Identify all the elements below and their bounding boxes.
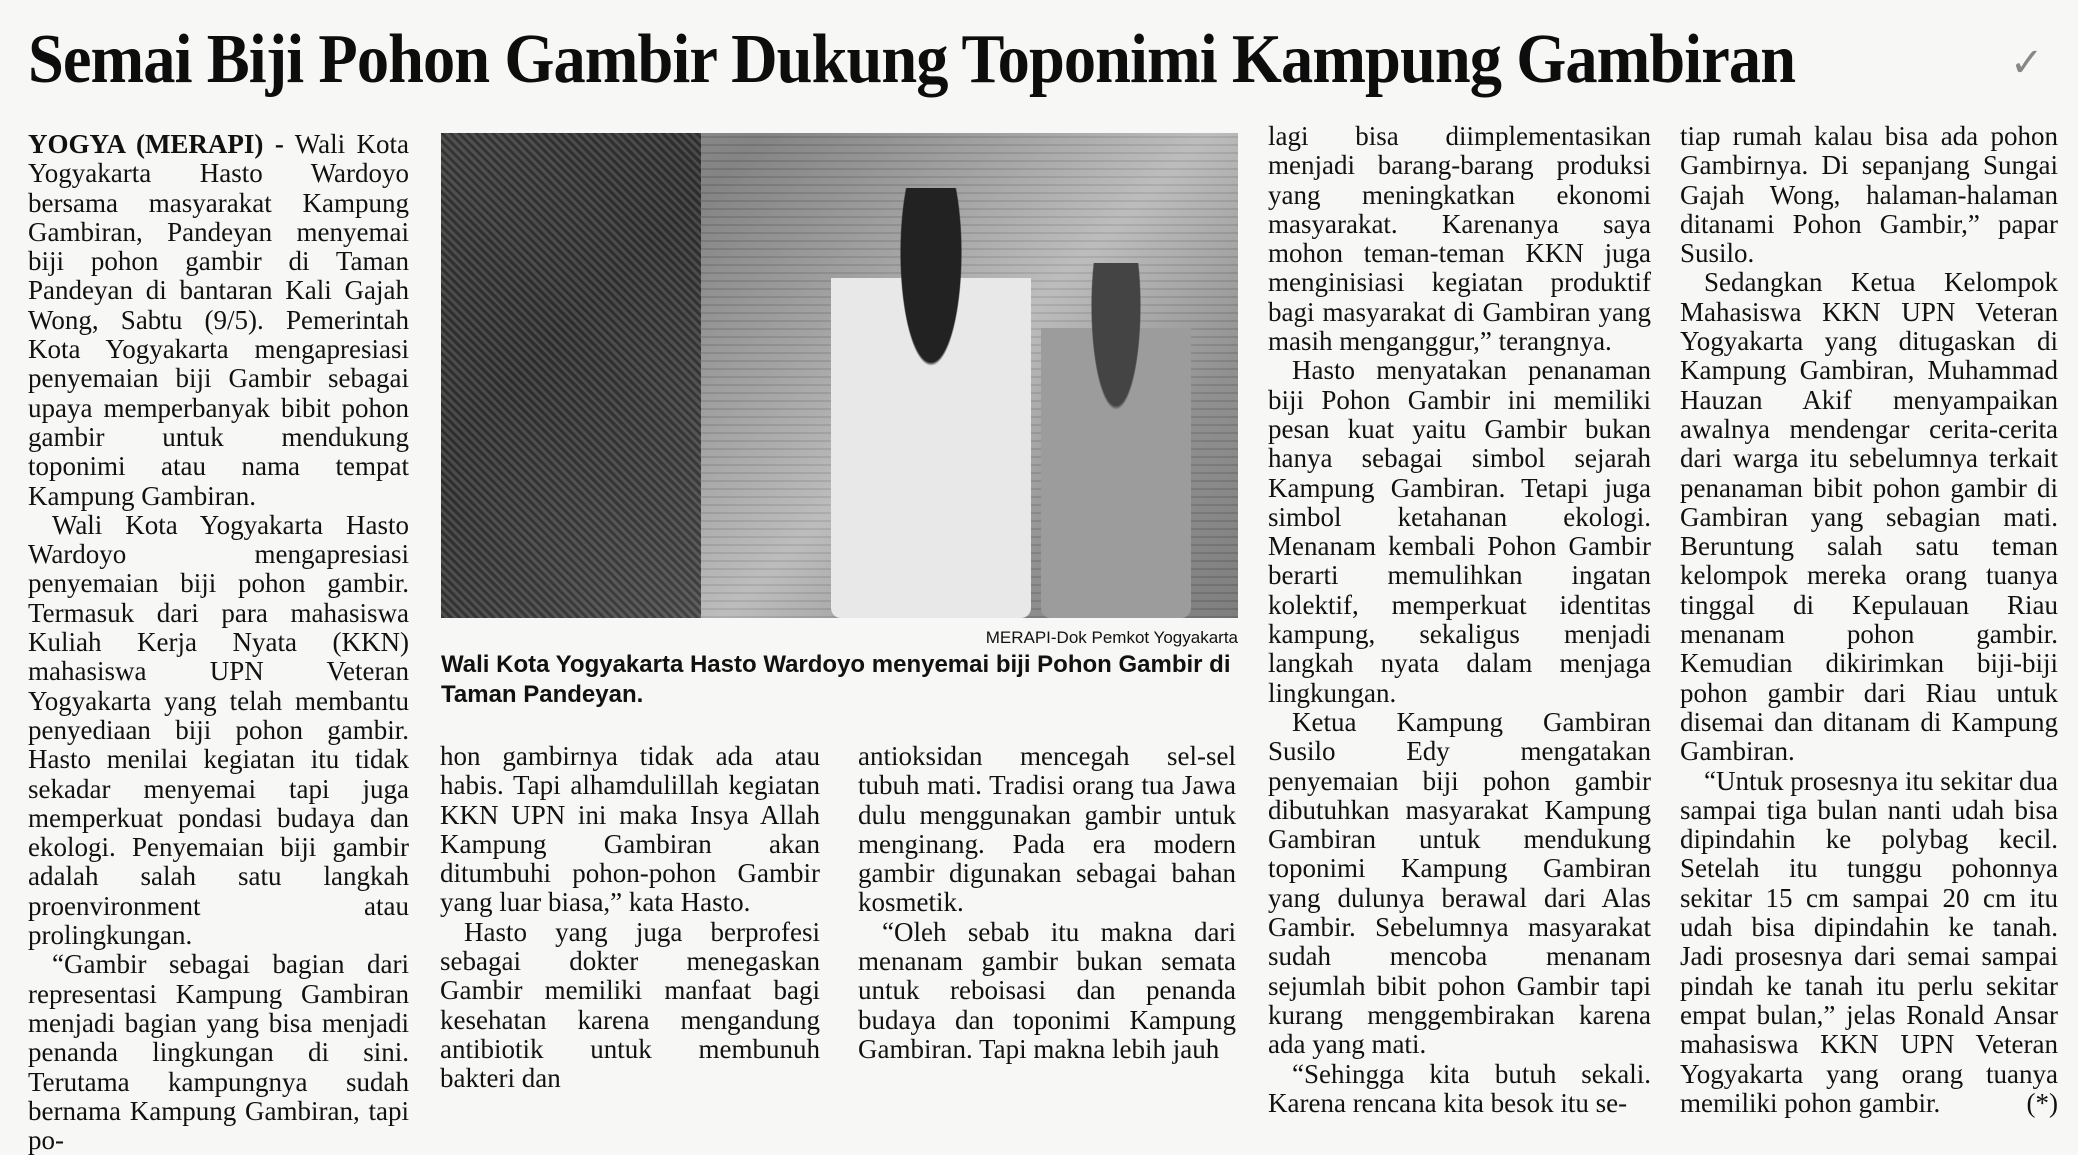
paragraph: Hasto yang juga berprofesi sebagai dokter menegaskan Gambir memiliki manfaat bagi kesehatan karena mengandung antibiotik untuk membunuh bakteri dan [440, 916, 820, 1094]
photo-shade-net [441, 133, 701, 618]
photo-caption: Wali Kota Yogyakarta Hasto Wardoyo menyemai biji Pohon Gambir di Taman Pandeyan. [441, 651, 1231, 708]
paragraph: Sedangkan Ketua Kelompok Mahasiswa KKN UPN Veteran Yogyakarta yang ditugaskan di Kampung Gambiran, Muhammad Hauzan Akif menyampaikan awalnya mendengar cerita-cerita dari warga itu sebelumnya terkait penanaman bibit pohon gambir di Gambiran yang sebagian mati. Beruntung salah satu teman kelompok mereka orang tuanya tinggal di Kepulauan Riau menanam pohon gambir. Kemudian dikirimkan biji-biji pohon gambir dari Riau untuk disemai dan ditanam di Kampung Gambiran. [1680, 267, 2058, 767]
checkmark-icon: ✓ [2010, 40, 2044, 86]
article-column-1 [28, 130, 409, 1155]
paragraph: Wali Kota Yogyakarta Hasto Wardoyo mengapresiasi penyemaian biji pohon gambir. Termasuk dari para mahasiswa Kuliah Kerja Nyata (KKN) mahasiswa UPN Veteran Yogyakarta yang telah membantu penyediaan biji pohon gambir. Hasto menilai kegiatan itu tidak sekadar menyemai tapi juga memperkuat pondasi budaya dan ekologi. Penyemaian biji gambir adalah salah satu langkah proenvironment atau prolingkungan. [28, 509, 409, 951]
paragraph: “Gambir sebagai bagian dari representasi Kampung Gambiran menjadi bagian yang bisa menjadi penanda lingkungan di sini. Terutama kampungnya sudah bernama Kampung Gambiran, tapi po- [28, 949, 409, 1155]
dateline: YOGYA (MERAPI) - [28, 129, 284, 159]
paragraph: hon gambirnya tidak ada atau habis. Tapi alhamdulillah kegiatan KKN UPN ini maka Insya Allah Kampung Gambiran akan ditumbuhi pohon-pohon Gambir yang luar biasa,” kata Hasto. [440, 741, 820, 918]
photo-person-attendee [1041, 263, 1191, 618]
end-mark: (*) [2026, 1087, 2058, 1118]
article-column-4 [1268, 122, 1651, 1118]
paragraph: lagi bisa diimplementasikan menjadi barang-barang produksi yang meningkatkan ekonomi masyarakat. Karenanya saya mohon teman-teman KKN juga menginisiasi kegiatan produktif bagi masyarakat di Gambiran yang masih menganggur,” terangnya. [1268, 121, 1651, 357]
paragraph: Hasto menyatakan penanaman biji Pohon Gambir ini memiliki pesan kuat yaitu Gambir bukan hanya sebagai simbol sejarah Kampung Gambiran. Tetapi juga simbol ketahanan ekologi. Menanam kembali Pohon Gambir berarti memulihkan ingatan kolektif, memperkuat identitas kampung, sekaligus menjadi langkah nyata dalam menjaga lingkungan. [1268, 355, 1651, 708]
article-column-3 [858, 742, 1236, 1064]
paragraph: “Oleh sebab itu makna dari menanam gambir bukan semata untuk reboisasi dan penanda budaya dan toponimi Kampung Gambiran. Tapi makna lebih jauh [858, 916, 1236, 1064]
news-photo [441, 133, 1238, 618]
paragraph [1680, 767, 2058, 1119]
paragraph: tiap rumah kalau bisa ada pohon Gambirnya. Di sepanjang Sungai Gajah Wong, halaman-halaman ditanami Pohon Gambir,” papar Susilo. [1680, 121, 2058, 269]
paragraph: Ketua Kampung Gambiran Susilo Edy mengatakan penyemaian biji pohon gambir dibutuhkan masyarakat Kampung Gambiran untuk mendukung toponimi Kampung Gambiran yang dulunya berawal dari Alas Gambir. Sebelumnya masyarakat sudah mencoba menanam sejumlah bibit pohon Gambir tapi kurang menggembirakan karena ada yang mati. [1268, 706, 1651, 1060]
paragraph-text: Wali Kota Yogyakarta Hasto Wardoyo bersama masyarakat Kampung Gambiran, Pandeyan menyemai biji pohon gambir di Taman Pandeyan di bantaran Kali Gajah Wong, Sabtu (9/5). Pemerintah Kota Yogyakarta mengapresiasi penyemaian biji Gambir sebagai upaya memperbanyak bibit pohon gambir untuk mendukung toponimi atau nama tempat Kampung Gambiran. [28, 129, 409, 511]
article-column-5 [1680, 122, 2058, 1118]
paragraph: antioksidan mencegah sel-sel tubuh mati. Tradisi orang tua Jawa dulu menggunakan gambir untuk menginang. Pada era modern gambir digunakan sebagai bahan kosmetik. [858, 741, 1236, 918]
paragraph-text: “Untuk prosesnya itu sekitar dua sampai tiga bulan nanti udah bisa dipindahin ke polybag kecil. Setelah itu tunggu pohonnya sekitar 15 cm sampai 20 cm itu udah bisa dipindahin ke tanah. Jadi prosesnya dari semai sampai pindah ke tanah itu perlu sekitar empat bulan,” jelas Ronald Ansar mahasiswa KKN UPN Veteran Yogyakarta yang orang tuanya memiliki pohon gambir. [1680, 765, 2058, 1118]
photo-credit: MERAPI-Dok Pemkot Yogyakarta [985, 628, 1238, 647]
paragraph [28, 130, 409, 511]
paragraph: “Sehingga kita butuh sekali. Karena rencana kita besok itu se- [1268, 1058, 1651, 1118]
headline: Semai Biji Pohon Gambir Dukung Toponimi Kampung Gambiran [28, 21, 1796, 98]
article-column-2 [440, 742, 820, 1094]
photo-person-mayor [831, 188, 1031, 618]
